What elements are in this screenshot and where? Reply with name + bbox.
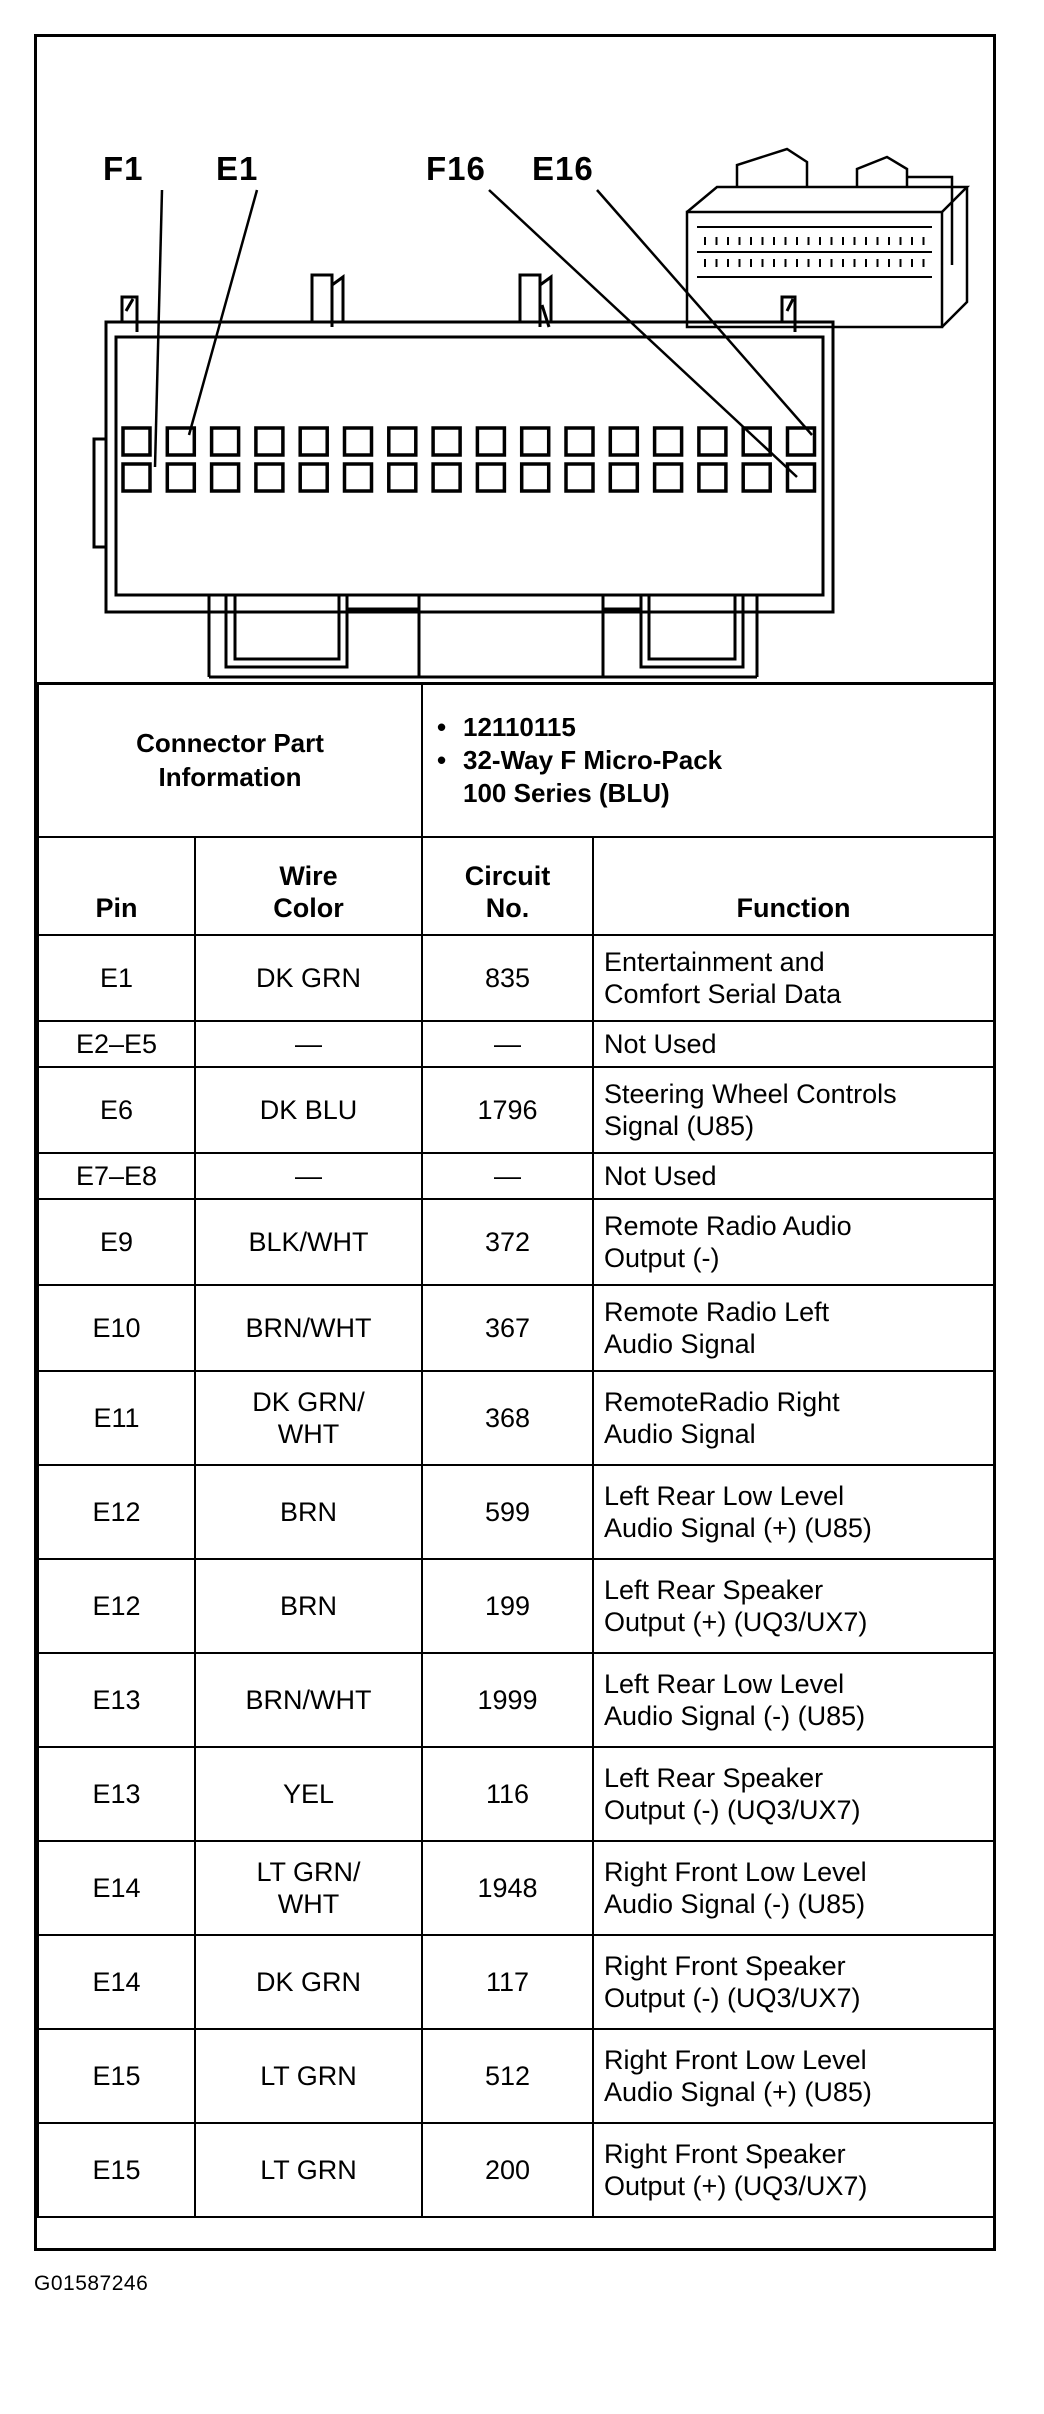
table-header-row — [38, 837, 994, 935]
cell-pin: E1 — [38, 935, 195, 1021]
cell-wire-color: BRN/WHT — [195, 1285, 422, 1371]
cell-pin: E12 — [38, 1465, 195, 1559]
cell-circuit-no: 512 — [422, 2029, 593, 2123]
cell-wire-color: DK GRN/ WHT — [195, 1371, 422, 1465]
cell-function: Not Used — [593, 1153, 994, 1199]
cell-pin: E10 — [38, 1285, 195, 1371]
cell-function: Entertainment and Comfort Serial Data — [593, 935, 994, 1021]
callout-leaders — [155, 190, 812, 477]
cell-pin: E6 — [38, 1067, 195, 1153]
cell-circuit-no: 372 — [422, 1199, 593, 1285]
cell-pin: E14 — [38, 1841, 195, 1935]
cell-pin: E15 — [38, 2029, 195, 2123]
cell-wire-color: LT GRN/ WHT — [195, 1841, 422, 1935]
pin-cavity — [300, 464, 327, 491]
pin-cavity — [345, 464, 372, 491]
table-row — [38, 1285, 994, 1371]
pin-rows — [38, 935, 994, 2217]
left-lower-slot — [226, 595, 347, 667]
pin-cavity — [655, 428, 682, 455]
cell-wire-color: BRN — [195, 1465, 422, 1559]
cell-function: Remote Radio Audio Output (-) — [593, 1199, 994, 1285]
pin-cavity — [477, 464, 504, 491]
pin-cavity — [345, 428, 372, 455]
table-row — [38, 1465, 994, 1559]
pin-cavity — [389, 428, 416, 455]
cell-wire-color: LT GRN — [195, 2123, 422, 2217]
pin-cavity — [788, 464, 815, 491]
callout-f1: F1 — [103, 150, 144, 187]
cell-circuit-no: 199 — [422, 1559, 593, 1653]
pin-cavity — [477, 428, 504, 455]
cell-function: Not Used — [593, 1021, 994, 1067]
cell-function: Steering Wheel Controls Signal (U85) — [593, 1067, 994, 1153]
figure-id: G01587246 — [34, 2272, 149, 2295]
pin-table — [37, 682, 995, 2218]
pin-cavity — [123, 464, 150, 491]
right-lower-slot — [641, 595, 743, 667]
cell-pin: E7–E8 — [38, 1153, 195, 1199]
table-row — [38, 1747, 994, 1841]
connector-info-values — [422, 683, 994, 837]
cell-function: Left Rear Low Level Audio Signal (+) (U85) — [593, 1465, 994, 1559]
pin-cavity — [389, 464, 416, 491]
cell-wire-color: DK GRN — [195, 935, 422, 1021]
connector-description-line1: 32-Way F Micro-Pack — [463, 744, 723, 775]
cell-wire-color: BRN — [195, 1559, 422, 1653]
table-row — [38, 2029, 994, 2123]
cell-function: Right Front Speaker Output (-) (UQ3/UX7) — [593, 1935, 994, 2029]
connector-info-label-line1: Connector Part — [136, 728, 324, 758]
part-number: 12110115 — [463, 711, 576, 742]
callout-e16: E16 — [532, 150, 594, 187]
cell-circuit-no: 200 — [422, 2123, 593, 2217]
center-lower-slot — [419, 595, 603, 677]
connector-description-line2: 100 Series (BLU) — [463, 777, 670, 808]
cell-function: Remote Radio Left Audio Signal — [593, 1285, 994, 1371]
connector-diagram-frame — [34, 34, 996, 2251]
cell-wire-color: BRN/WHT — [195, 1653, 422, 1747]
table-row — [38, 1067, 994, 1153]
cell-wire-color: LT GRN — [195, 2029, 422, 2123]
pin-cavity — [167, 464, 194, 491]
pin-cavity — [300, 428, 327, 455]
pin-cavity — [522, 428, 549, 455]
pin-cavity — [433, 464, 460, 491]
cell-circuit-no: 117 — [422, 1935, 593, 2029]
cell-function: Right Front Low Level Audio Signal (+) (U85) — [593, 2029, 994, 2123]
table-row — [38, 2123, 994, 2217]
cell-wire-color: — — [195, 1153, 422, 1199]
pin-cavity — [566, 428, 593, 455]
cell-pin: E13 — [38, 1653, 195, 1747]
pin-cavity — [566, 464, 593, 491]
cell-circuit-no: — — [422, 1021, 593, 1067]
cell-wire-color: YEL — [195, 1747, 422, 1841]
pin-cavity — [655, 464, 682, 491]
table-row — [38, 935, 994, 1021]
cell-circuit-no: 835 — [422, 935, 593, 1021]
right-tower — [520, 275, 540, 327]
connector-info-label-line2: Information — [158, 762, 302, 792]
cell-circuit-no: 599 — [422, 1465, 593, 1559]
connector-info-label — [38, 683, 422, 837]
cell-wire-color: BLK/WHT — [195, 1199, 422, 1285]
cell-function: Left Rear Low Level Audio Signal (-) (U85) — [593, 1653, 994, 1747]
pin-cavity — [433, 428, 460, 455]
cell-pin: E13 — [38, 1747, 195, 1841]
connector-info-row — [38, 683, 994, 837]
cell-circuit-no: 1796 — [422, 1067, 593, 1153]
table-row — [38, 1653, 994, 1747]
pin-cavity — [610, 464, 637, 491]
cell-circuit-no: 368 — [422, 1371, 593, 1465]
cell-pin: E2–E5 — [38, 1021, 195, 1067]
pin-cavity — [212, 428, 239, 455]
header-function: Function — [593, 837, 994, 935]
cell-wire-color: DK BLU — [195, 1067, 422, 1153]
pin-cavity — [743, 464, 770, 491]
pin-cavity — [256, 428, 283, 455]
cell-function: Right Front Low Level Audio Signal (-) (U85) — [593, 1841, 994, 1935]
cell-function: Left Rear Speaker Output (+) (UQ3/UX7) — [593, 1559, 994, 1653]
cell-pin: E11 — [38, 1371, 195, 1465]
cell-circuit-no: 1999 — [422, 1653, 593, 1747]
cell-pin: E12 — [38, 1559, 195, 1653]
header-pin: Pin — [38, 837, 195, 935]
cell-wire-color: — — [195, 1021, 422, 1067]
pin-cavity — [610, 428, 637, 455]
connector-perspective-sketch — [687, 149, 967, 327]
cell-pin: E14 — [38, 1935, 195, 2029]
callout-f16: F16 — [426, 150, 486, 187]
pin-cavity — [699, 464, 726, 491]
header-wire-color: Wire Color — [195, 837, 422, 935]
pin-cavity — [256, 464, 283, 491]
table-row — [38, 1371, 994, 1465]
connector-line-art — [37, 37, 993, 682]
cell-circuit-no: 367 — [422, 1285, 593, 1371]
bullet-icon: • — [437, 744, 447, 775]
connector-housing — [106, 322, 833, 612]
housing-side-tab — [94, 439, 106, 547]
cell-circuit-no: 1948 — [422, 1841, 593, 1935]
cell-pin: E9 — [38, 1199, 195, 1285]
table-row — [38, 1021, 994, 1067]
pin-cavity — [123, 428, 150, 455]
cell-wire-color: DK GRN — [195, 1935, 422, 2029]
pin-cavity-grid — [123, 428, 815, 491]
cell-function: Left Rear Speaker Output (-) (UQ3/UX7) — [593, 1747, 994, 1841]
cell-circuit-no: — — [422, 1153, 593, 1199]
header-circuit-no: Circuit No. — [422, 837, 593, 935]
connector-drawing — [37, 37, 993, 685]
pin-cavity — [699, 428, 726, 455]
cell-function: RemoteRadio Right Audio Signal — [593, 1371, 994, 1465]
cell-function: Right Front Speaker Output (+) (UQ3/UX7) — [593, 2123, 994, 2217]
table-row — [38, 1559, 994, 1653]
table-row — [38, 1199, 994, 1285]
left-tower — [312, 275, 332, 327]
pin-cavity — [522, 464, 549, 491]
pin-cavity — [212, 464, 239, 491]
callout-e1: E1 — [216, 150, 259, 187]
table-row — [38, 1935, 994, 2029]
table-row — [38, 1153, 994, 1199]
table-row — [38, 1841, 994, 1935]
housing-inner-wall — [116, 337, 823, 595]
cell-circuit-no: 116 — [422, 1747, 593, 1841]
bullet-icon: • — [437, 711, 447, 742]
cell-pin: E15 — [38, 2123, 195, 2217]
